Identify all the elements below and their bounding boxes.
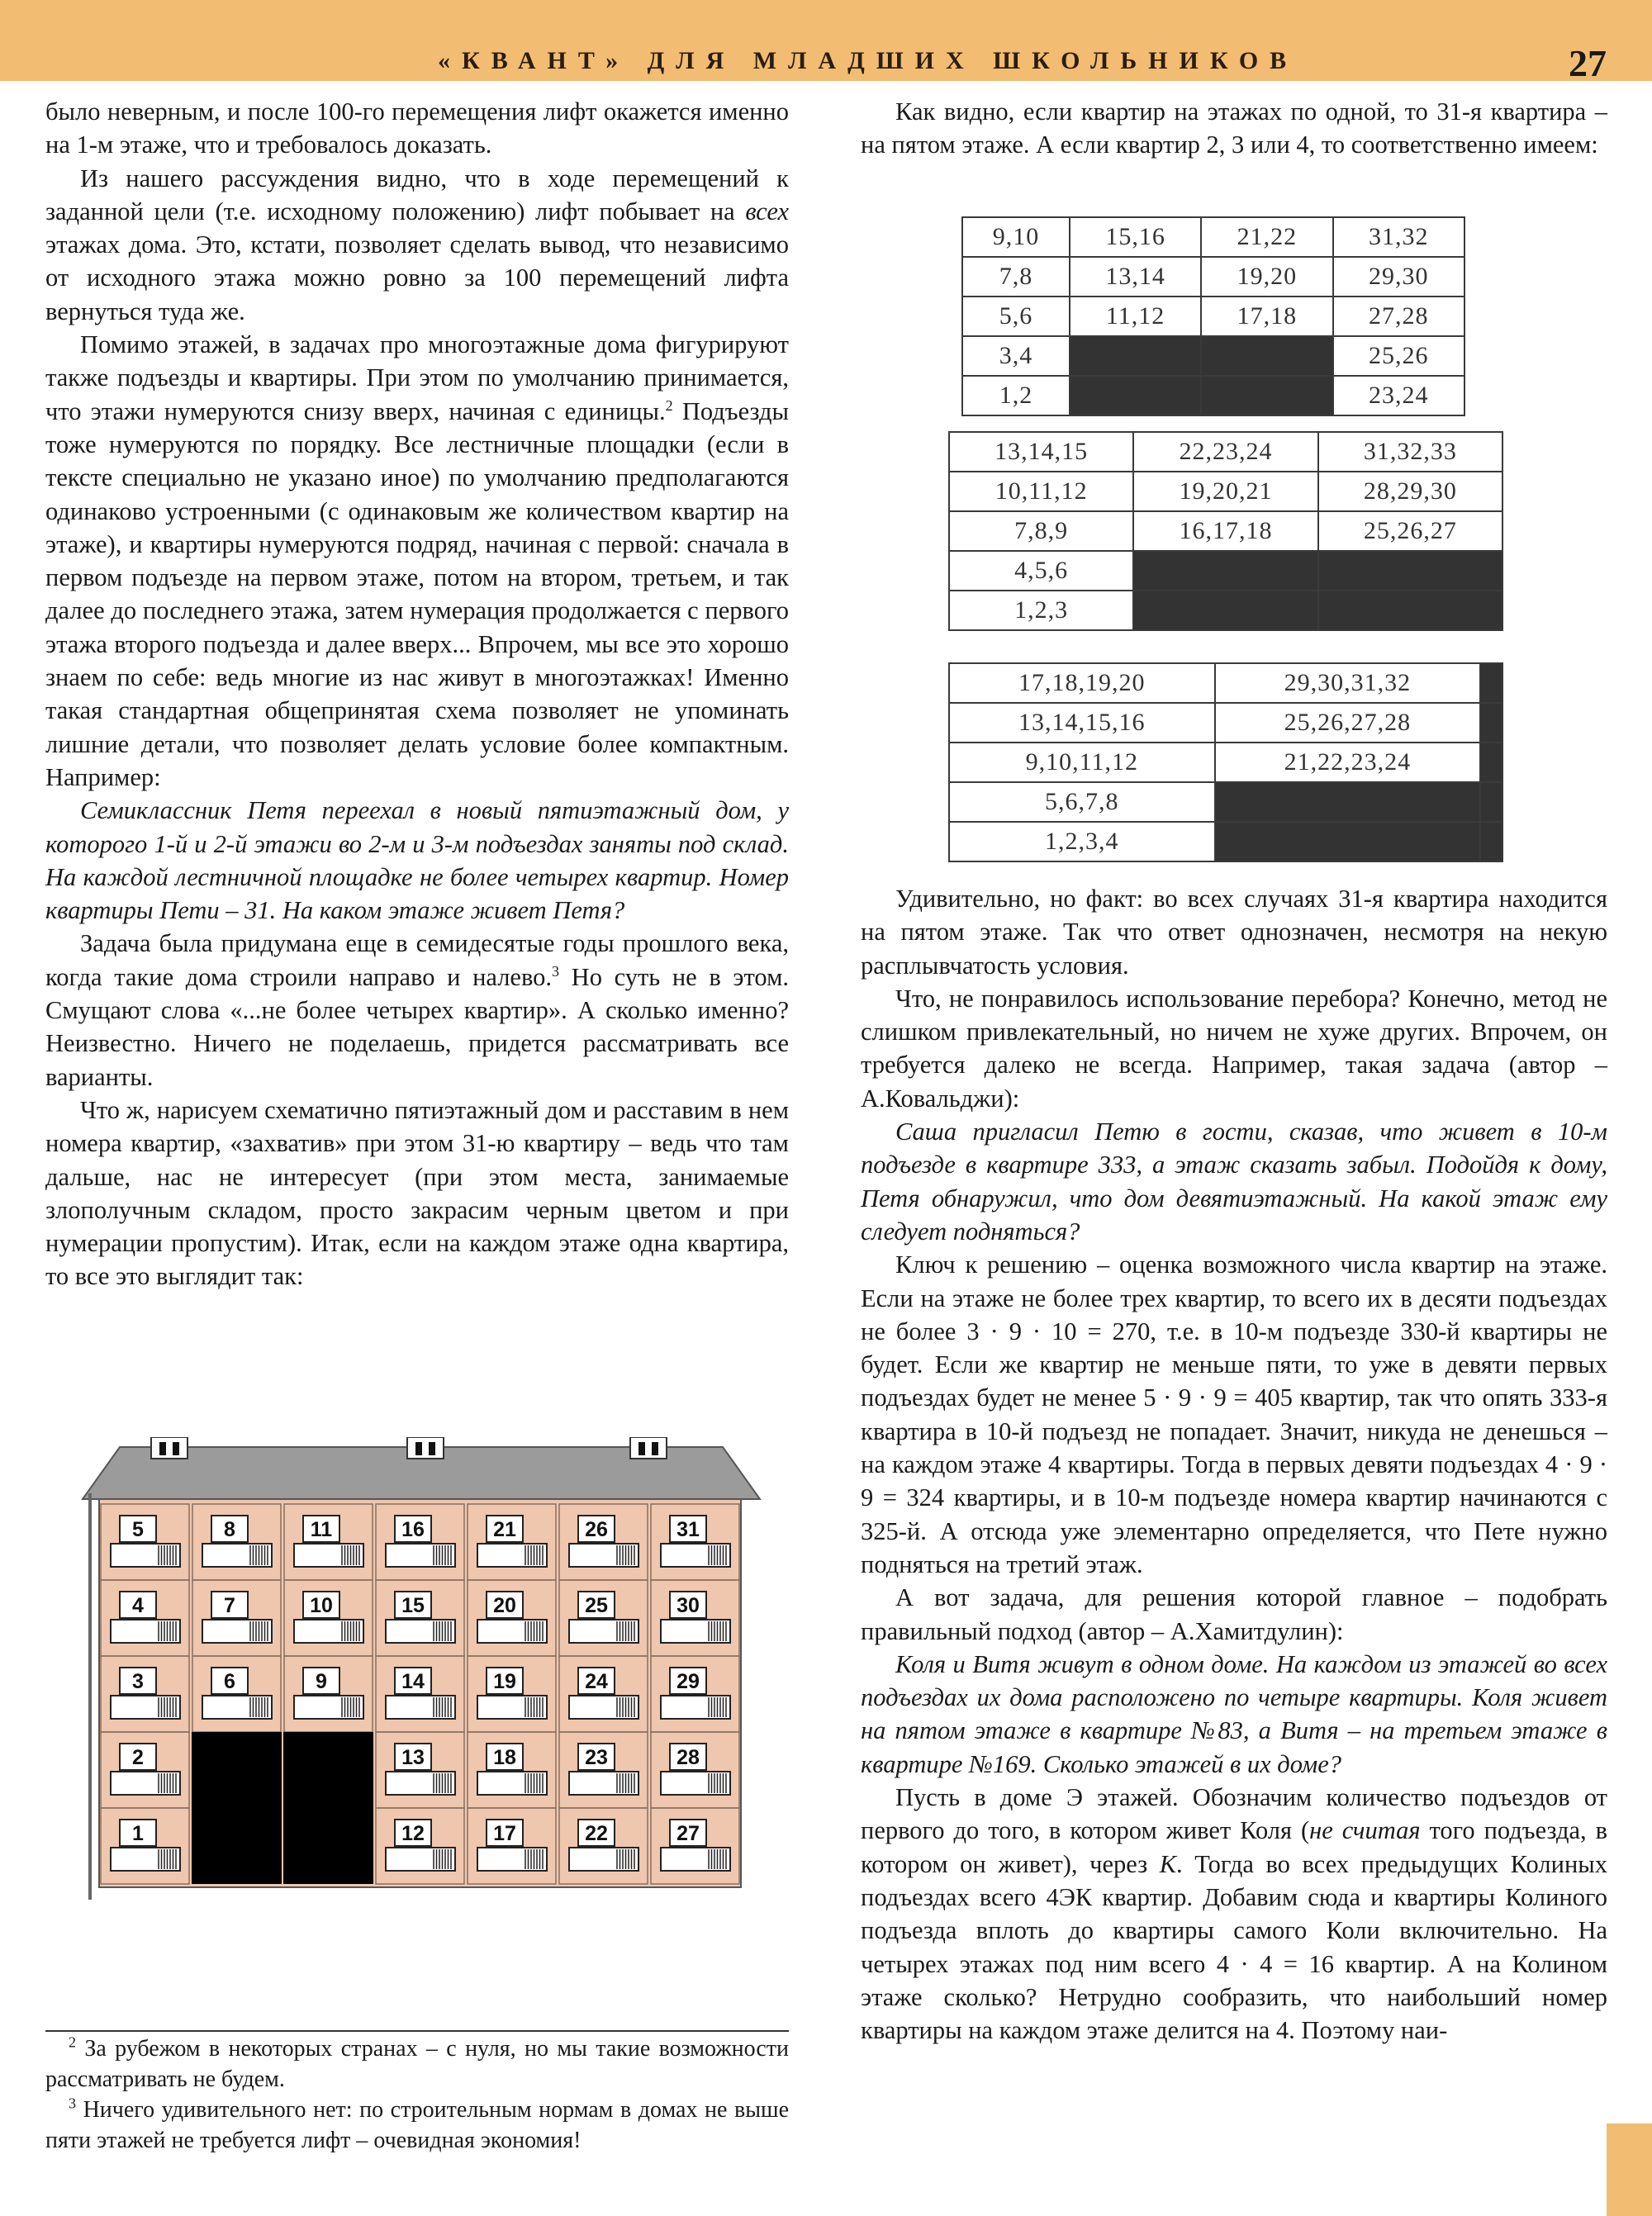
apartment-cell: 27,28: [1333, 297, 1464, 336]
apartment-number: 22: [585, 1822, 608, 1845]
table-row: [962, 257, 1464, 297]
apartment-number: 7: [224, 1594, 235, 1617]
apartment-cell: 7,8,9: [949, 511, 1133, 551]
storage-cell: [1318, 551, 1502, 591]
chimney: [151, 1437, 188, 1459]
table-row: [949, 432, 1502, 472]
apartment-number: 18: [493, 1746, 516, 1769]
apartment-cell: 23,24: [1333, 376, 1464, 415]
storage-cell: [1133, 591, 1317, 630]
apartment-number: 25: [585, 1594, 608, 1617]
apartment-cell: 22,23,24: [1133, 432, 1317, 472]
table-row: [962, 336, 1464, 376]
apartment-cell: 4,5,6: [949, 551, 1133, 591]
chimney-vent: [638, 1442, 645, 1455]
apartment-number: 3: [132, 1670, 144, 1693]
table-row: [949, 703, 1502, 743]
apartment-number: 9: [316, 1670, 327, 1693]
paragraph: было неверным, и после 100-го перемещения лифт окажется именно на 1-м этаже, что и требовалось доказать.: [45, 97, 789, 159]
storage-block: [192, 1732, 282, 1808]
footnote-ref: 2: [665, 396, 673, 414]
apartment-number: 14: [401, 1670, 425, 1693]
storage-block: [283, 1732, 373, 1808]
problem-statement: Саша пригласил Петю в гости, сказав, что живет в 10-м подъезде в квартире 333, а этаж сказать забыл. Подойдя к дому, Петя обнаружил, что дом девятиэтажный. На какой этаж ему следует подняться?: [861, 1117, 1607, 1246]
apartment-number: 17: [493, 1822, 516, 1845]
apartment-cell: 9,10,11,12: [949, 743, 1215, 782]
apartment-cell: 17,18: [1201, 297, 1332, 336]
problem-statement: Коля и Витя живут в одном доме. На каждом из этажей во всех подъездах их дома расположено по четыре квартиры. Коля живет на пятом этаже в квартире №83, а Витя – на третьем этаже в квартире №169. Сколько этажей в их доме?: [861, 1649, 1607, 1778]
paragraph: Помимо этажей, в задачах про многоэтажные дома фигурируют также подъезды и квартиры. При этом по умолчанию принимается, что этажи нумеруются снизу вверх, начиная с единицы.$^2$ Подъезды тоже нумеруются по порядку. Все лестничные площадки (если в тексте специально не указано иное) по умолчанию предполагаются одинаково устроенными (с одинаковым же количеством квартир на этаже), и квартиры нумеруются подряд, начиная с первой: сначала в первом подъезде на первом этаже, потом на втором, третьем, и так далее до последнего этажа, затем нумерация продолжается с первого этажа второго подъезда и далее вверх... Впрочем, мы все это хорошо знаем по себе: ведь многие из нас живут в многоэтажках! Именно такая стандартная общепринятая схема позволяет не упоминать лишние детали, что позволяет делать условие более компактным. Например:: [45, 330, 789, 791]
apartment-number: 24: [585, 1670, 608, 1693]
building-illustration: [78, 1437, 764, 1908]
storage-cell: [1201, 376, 1332, 415]
apartment-number: 29: [676, 1670, 700, 1693]
paragraph: Ключ к решению – оценка возможного числа квартир на этаже. Если на этаже не более трех квартир, то всего их в десяти подъездах не более 3 · 9 · 10 = 270, т.е. в 10-м подъезде 330-й квартиры не будет. Если же квартир не меньше пяти, то уже в девяти первых подъездах будет не менее 5 · 9 · 9 = 405 квартир, так что опять 333-я квартира в 10-й подъезд не попадает. Значит, никуда не денешься – на каждом этаже 4 квартиры. Тогда в первых девяти подъездах 4 · 9 · 9 = 324 квартиры, и в 10-м подъезде номера квартир начинаются с 325-й. А отсюда уже элементарно определяется, что Пете нужно подняться на третий этаж.: [861, 1250, 1607, 1578]
chimney: [630, 1437, 667, 1459]
apartment-number: 2: [132, 1746, 144, 1769]
apartment-cell: 1,2,3,4: [949, 822, 1215, 861]
apartment-cell: 21,22: [1201, 217, 1332, 257]
apartment-number: 8: [224, 1518, 235, 1541]
storage-block: [283, 1808, 373, 1884]
paragraph: Что ж, нарисуем схематично пятиэтажный дом и расставим в нем номера квартир, «захватив» при этом 31-ю квартиру – ведь что там дальше, нас не интересует (при этом места, занимаемые злополучным складом, просто закрасим черным цветом и при нумерации пропустим). Итак, если на каждом этаже одна квартира, то все это выглядит так:: [45, 1095, 789, 1291]
apartments-table-2-per-floor: [961, 216, 1465, 416]
storage-block: [192, 1808, 282, 1884]
apartment-cell: 5,6,7,8: [949, 782, 1215, 822]
table-row: [949, 511, 1502, 551]
apartment-cell: 10,11,12: [949, 472, 1133, 511]
apartment-cell: 19,20: [1201, 257, 1332, 297]
storage-cell: [1133, 551, 1317, 591]
apartment-cell: 31,32: [1333, 217, 1464, 257]
paragraph: Что, не понравилось использование перебора? Конечно, метод не слишком привлекательный, но ничем не хуже других. Впрочем, он требуется далеко не всегда. Например, такая задача (автор – А.Ковальджи):: [861, 984, 1607, 1113]
apartment-number: 20: [493, 1594, 516, 1617]
storage-cell: [1480, 663, 1502, 703]
apartment-number: 28: [676, 1746, 700, 1769]
apartment-cell: 13,14: [1070, 257, 1201, 297]
apartment-cell: 1,2,3: [949, 591, 1133, 630]
apartment-number: 31: [676, 1518, 700, 1541]
apartment-cell: 13,14,15,16: [949, 703, 1215, 743]
table-row: [949, 743, 1502, 782]
apartment-number: 15: [401, 1594, 425, 1617]
footnotes: [45, 2033, 789, 2156]
footnote-3: $^3$ Ничего удивительного нет: по строительным нормам в домах не выше пяти этажей не требуется лифт – очевидная экономия!: [45, 2095, 789, 2153]
table-row: [949, 782, 1502, 822]
apartment-number: 5: [132, 1518, 144, 1541]
apartment-cell: 17,18,19,20: [949, 663, 1215, 703]
journal-section-title: «КВАНТ» ДЛЯ МЛАДШИХ ШКОЛЬНИКОВ: [438, 47, 1298, 74]
apartment-cell: 29,30,31,32: [1215, 663, 1481, 703]
page-number: 27: [1569, 42, 1607, 84]
paragraph: Как видно, если квартир на этажах по одной, то 31-я квартира – на пятом этаже. А если квартир 2, 3 или 4, то соответственно имеем:: [861, 97, 1607, 159]
building-drawing: [78, 1437, 764, 1908]
apartment-cell: 15,16: [1070, 217, 1201, 257]
paragraph: Из нашего рассуждения видно, что в ходе перемещений к заданной цели (т.е. исходному положению) лифт побывает на всех этажах дома. Это, кстати, позволяет сделать вывод, что независимо от исходного этажа можно ровно за 100 перемещений лифта вернуться туда же.: [45, 164, 789, 325]
apartment-number: 26: [585, 1518, 608, 1541]
apartment-number: 19: [493, 1670, 516, 1693]
table-row: [949, 591, 1502, 630]
table-row: [962, 297, 1464, 336]
paragraph: А вот задача, для решения которой главное – подобрать правильный подход (автор – А.Хамитдулин):: [861, 1583, 1607, 1645]
apartment-cell: 13,14,15: [949, 432, 1133, 472]
chimney-vent: [429, 1442, 435, 1455]
storage-cell: [1215, 822, 1481, 861]
apartment-cell: 28,29,30: [1318, 472, 1502, 511]
apartment-cell: 11,12: [1070, 297, 1201, 336]
paragraph: Удивительно, но факт: во всех случаях 31-я квартира находится на пятом этаже. Так что ответ однозначен, несмотря на некую расплывчатость условия.: [861, 885, 1607, 980]
left-column: [45, 95, 789, 1293]
apartments-table-3-per-floor: [948, 431, 1503, 631]
apartments-table-4-per-floor: [948, 662, 1503, 862]
apartment-cell: 19,20,21: [1133, 472, 1317, 511]
right-column-top: [861, 95, 1607, 162]
apartment-cell: 25,26,27,28: [1215, 703, 1481, 743]
apartment-cell: 7,8: [962, 257, 1070, 297]
table-row: [949, 663, 1502, 703]
storage-cell: [1215, 782, 1481, 822]
page-header: [0, 0, 1652, 84]
table-row: [962, 217, 1464, 257]
storage-cell: [1480, 822, 1502, 861]
storage-cell: [1480, 782, 1502, 822]
apartment-cell: 5,6: [962, 297, 1070, 336]
chimney-vent: [415, 1442, 422, 1455]
apartment-number: 4: [132, 1594, 144, 1617]
chimney: [407, 1437, 444, 1459]
chimney-vent: [173, 1442, 179, 1455]
table-row: [962, 376, 1464, 415]
right-column-bottom: [861, 882, 1607, 2047]
table-row: [949, 472, 1502, 511]
apartment-number: 27: [676, 1822, 700, 1845]
storage-cell: [1201, 336, 1332, 376]
chimney-vent: [652, 1442, 658, 1455]
storage-cell: [1318, 591, 1502, 630]
paragraph: Задача была придумана еще в семидесятые годы прошлого века, когда такие дома строили направо и налево.$^3$ Но суть не в этом. Смущают слова «...не более четырех квартир». А сколько именно? Неизвестно. Ничего не поделаешь, придется рассматривать все варианты.: [45, 929, 790, 1091]
apartment-number: 23: [585, 1746, 608, 1769]
apartment-number: 12: [401, 1822, 425, 1845]
apartment-cell: 25,26,27: [1318, 511, 1502, 551]
apartment-number: 10: [310, 1594, 333, 1617]
footnote-rule: [45, 2030, 789, 2032]
footnote-ref: 3: [552, 962, 560, 980]
storage-cell: [1070, 336, 1201, 376]
apartment-number: 1: [132, 1822, 144, 1845]
page-edge-tab: [1607, 2123, 1652, 2216]
apartment-cell: 16,17,18: [1133, 511, 1317, 551]
apartment-cell: 3,4: [962, 336, 1070, 376]
table-row: [949, 551, 1502, 591]
apartment-number: 11: [310, 1518, 333, 1541]
apartment-number: 6: [224, 1670, 235, 1693]
table-row: [949, 822, 1502, 861]
apartment-cell: 31,32,33: [1318, 432, 1502, 472]
chimney-vent: [159, 1442, 166, 1455]
footnote-2: $^2$ За рубежом в некоторых странах – с нуля, но мы такие возможности рассматривать не будем.: [45, 2033, 789, 2092]
apartment-cell: 1,2: [962, 376, 1070, 415]
paragraph: Пусть в доме Э этажей. Обозначим количество подъездов от первого до того, в котором живет Коля (не считая того подъезда, в котором он живет), через К. Тогда во всех предыдущих Колиных подъездах всего 4ЭК квартир. Добавим сюда и квартиры Колиного подъезда вплоть до квартиры самого Коли включительно. На четырех этажах под ним всего 4 · 4 = 16 квартир. А на Колином этаже сколько? Нетрудно сообразить, что наибольший номер квартиры на каждом этаже делится на 4. Поэтому наи-: [861, 1783, 1608, 2045]
storage-cell: [1480, 743, 1502, 782]
apartment-number: 21: [493, 1518, 516, 1541]
storage-cell: [1480, 703, 1502, 743]
apartment-number: 30: [676, 1594, 700, 1617]
apartment-cell: 25,26: [1333, 336, 1464, 376]
apartment-number: 13: [401, 1746, 425, 1769]
apartment-cell: 9,10: [962, 217, 1070, 257]
apartment-cell: 29,30: [1333, 257, 1464, 297]
problem-statement: Семиклассник Петя переехал в новый пятиэтажный дом, у которого 1-й и 2-й этажи во 2-м и 3-м подъездах заняты под склад. На каждой лестничной площадке не более четырех квартир. Номер квартиры Пети – 31. На каком этаже живет Петя?: [45, 796, 789, 925]
storage-cell: [1070, 376, 1201, 415]
apartment-number: 16: [401, 1518, 425, 1541]
apartment-cell: 21,22,23,24: [1215, 743, 1481, 782]
